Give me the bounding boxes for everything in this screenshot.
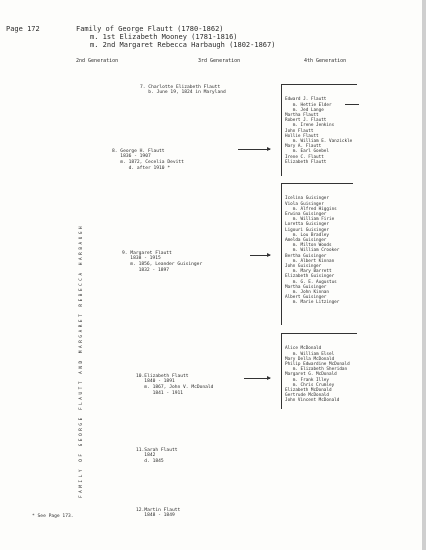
page-title: Family of George Flautt (1780-1862) bbox=[76, 25, 224, 33]
group10-top-rule bbox=[281, 333, 357, 334]
group10-list: Alice McDonald m. William Elsel Mary Della McDonald Philip Edwardine McDonald m. Elizabeth Sheridan Margaret G. McDonald m. Frank Illey m. Chris Crumley Elizabeth McDonald Gertrude McDonald John Vincent McDonald bbox=[285, 346, 350, 404]
column-header-3rd: 3rd Generation bbox=[198, 58, 241, 64]
group10-bracket bbox=[281, 333, 282, 409]
arrow-to-group10 bbox=[244, 378, 270, 379]
gen3-entry-9: 9. Margaret Flautt 1838 - 1915 m. 1856, Leander Guisinger 1832 - 1897 bbox=[122, 250, 203, 273]
arrow-to-group9 bbox=[250, 255, 270, 256]
gen3-entry-7: 7. Charlotte Elizabeth Flautt b. June 19, 1824 in Maryland bbox=[140, 84, 226, 96]
gen3-entry-11: 11.Sarah Flautt 1842 d. 1845 bbox=[136, 447, 178, 465]
marriage-1: m. 1st Elizabeth Mooney (1781-1816) bbox=[90, 33, 238, 41]
footnote: * See Page 173. bbox=[32, 514, 74, 519]
group8-top-rule bbox=[281, 84, 357, 85]
marriage-2: m. 2nd Margaret Rebecca Harbaugh (1802-1867) bbox=[90, 41, 276, 49]
column-header-4th: 4th Generation bbox=[304, 58, 347, 64]
group8-underline bbox=[345, 104, 359, 105]
gen3-entry-8: 8. George H. Flautt 1836 - 1907 m. 1872, Cecelia Devitt d. after 1910 * bbox=[112, 148, 184, 171]
gen3-entry-12: 12.Martin Flautt 1848 - 1849 bbox=[136, 507, 181, 519]
page-number: Page 172 bbox=[6, 25, 40, 33]
group9-bracket bbox=[281, 183, 282, 325]
group9-list: Icelina Guisinger Viola Guisinger m. Alfred Higgins Erwina Guisinger m. William Firie Loretta Guisinger Ligouri Guisinger m. Lou Bradley Amelda Guisinger m. Milton Woods m. William Crooker Bertha Guisinger m. Albert Kinnan John Guisinger m. Mary Barrett Elizabeth Guisinger m. G. E. Augustus Martha Guisinger m. John Kinnan Albert Guisinger m. Marie Litzinger bbox=[285, 196, 340, 306]
column-header-2nd: 2nd Generation bbox=[76, 58, 119, 64]
vertical-family-caption: F A M I L Y O F G E O R G E F L A U T T A N D M A R G A R E T R E B E C C A H A R B A U G H bbox=[79, 226, 84, 498]
scan-edge bbox=[422, 0, 426, 550]
arrow-to-group8 bbox=[238, 149, 270, 150]
group9-top-rule bbox=[281, 183, 353, 184]
group8-list: Edward J. Flautt m. Hettie Elder m. Jed Lange Martha Flautt Robert J. Flautt m. Irene Jenkins John Flautt Hollie Flautt m. William E. Vanzickle Mary A. Flautt m. Earl Goebel Irene C. Flautt Elizabeth Flautt bbox=[285, 97, 353, 165]
gen3-entry-10: 10.Elizabeth Flautt 1840 - 1891 m. 1867, John V. McDonald 1841 - 1911 bbox=[136, 373, 214, 396]
group8-bracket bbox=[281, 84, 282, 176]
